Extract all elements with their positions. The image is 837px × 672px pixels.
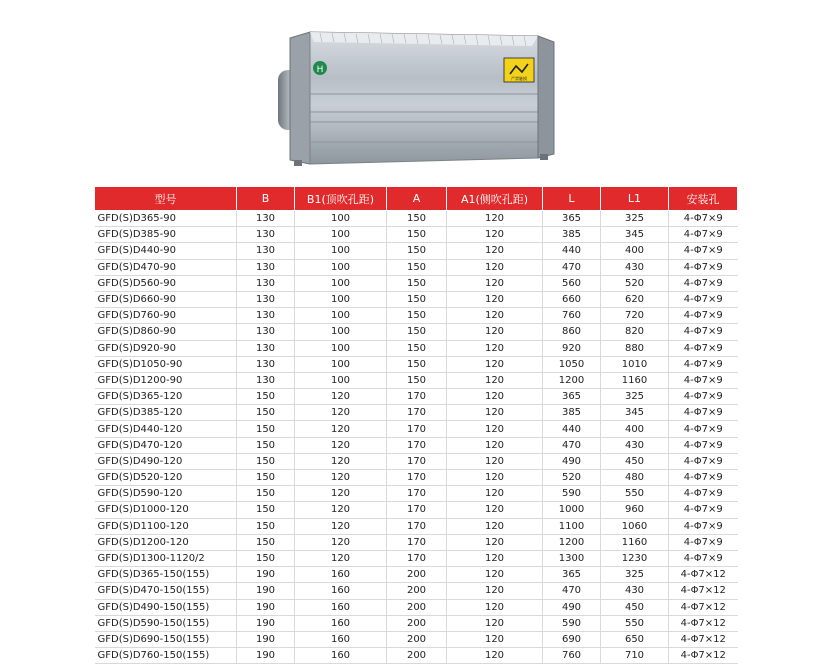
cell-col-l: 920: [543, 340, 601, 356]
cell-col-b: 150: [237, 453, 295, 469]
table-row: [95, 405, 738, 421]
cell-col-l1: 1060: [601, 518, 669, 534]
cell-col-model: GFD(S)D860-90: [95, 324, 237, 340]
cell-col-mounting-hole: 4-Φ7×9: [669, 486, 738, 502]
cell-col-l: 560: [543, 275, 601, 291]
cell-col-a1: 120: [447, 324, 543, 340]
cell-col-mounting-hole: 4-Φ7×9: [669, 308, 738, 324]
cell-col-l: 385: [543, 405, 601, 421]
cell-col-l: 1200: [543, 372, 601, 388]
cell-col-mounting-hole: 4-Φ7×9: [669, 389, 738, 405]
cell-col-l: 520: [543, 470, 601, 486]
cell-col-mounting-hole: 4-Φ7×9: [669, 324, 738, 340]
cell-col-a1: 120: [447, 421, 543, 437]
table-row: [95, 356, 738, 372]
cell-col-l: 365: [543, 211, 601, 227]
cell-col-model: GFD(S)D920-90: [95, 340, 237, 356]
cell-col-model: GFD(S)D1050-90: [95, 356, 237, 372]
cell-col-mounting-hole: 4-Φ7×9: [669, 227, 738, 243]
table-row: [95, 470, 738, 486]
cell-col-l1: 450: [601, 453, 669, 469]
cell-col-model: GFD(S)D365-120: [95, 389, 237, 405]
table-row: [95, 421, 738, 437]
cell-col-b1: 120: [295, 550, 387, 566]
cell-col-l: 365: [543, 567, 601, 583]
cell-col-mounting-hole: 4-Φ7×12: [669, 567, 738, 583]
crossflow-fan-illustration: [270, 22, 570, 168]
cell-col-l1: 400: [601, 243, 669, 259]
cell-col-l1: 325: [601, 211, 669, 227]
cell-col-b1: 100: [295, 308, 387, 324]
cell-col-a: 170: [387, 405, 447, 421]
cell-col-b: 130: [237, 291, 295, 307]
cell-col-a1: 120: [447, 372, 543, 388]
cell-col-a: 150: [387, 243, 447, 259]
table-row: [95, 631, 738, 647]
header-col-a: A: [387, 187, 447, 211]
cell-col-l1: 400: [601, 421, 669, 437]
cell-col-a1: 120: [447, 259, 543, 275]
header-col-l1: L1: [601, 187, 669, 211]
cell-col-a: 200: [387, 615, 447, 631]
spec-table: [94, 186, 738, 664]
cell-col-b: 130: [237, 340, 295, 356]
cell-col-b1: 100: [295, 356, 387, 372]
cell-col-mounting-hole: 4-Φ7×9: [669, 356, 738, 372]
cell-col-l1: 480: [601, 470, 669, 486]
cell-col-b1: 100: [295, 243, 387, 259]
cell-col-mounting-hole: 4-Φ7×9: [669, 291, 738, 307]
cell-col-l: 1050: [543, 356, 601, 372]
cell-col-a1: 120: [447, 227, 543, 243]
cell-col-l: 490: [543, 453, 601, 469]
cell-col-mounting-hole: 4-Φ7×9: [669, 340, 738, 356]
table-row: [95, 259, 738, 275]
cell-col-a1: 120: [447, 599, 543, 615]
cell-col-mounting-hole: 4-Φ7×9: [669, 502, 738, 518]
cell-col-model: GFD(S)D385-90: [95, 227, 237, 243]
cell-col-a1: 120: [447, 550, 543, 566]
cell-col-l: 860: [543, 324, 601, 340]
table-row: [95, 227, 738, 243]
cell-col-model: GFD(S)D1200-120: [95, 534, 237, 550]
cell-col-b1: 120: [295, 389, 387, 405]
table-body: [95, 211, 738, 664]
header-col-l: L: [543, 187, 601, 211]
cell-col-a: 170: [387, 534, 447, 550]
cell-col-a: 170: [387, 453, 447, 469]
cell-col-a1: 120: [447, 405, 543, 421]
cell-col-model: GFD(S)D470-150(155): [95, 583, 237, 599]
cell-col-b: 150: [237, 470, 295, 486]
cell-col-l: 660: [543, 291, 601, 307]
cell-col-a: 170: [387, 421, 447, 437]
cell-col-mounting-hole: 4-Φ7×9: [669, 259, 738, 275]
cell-col-a1: 120: [447, 534, 543, 550]
cell-col-l: 440: [543, 243, 601, 259]
cell-col-l1: 430: [601, 259, 669, 275]
table-row: [95, 615, 738, 631]
cell-col-mounting-hole: 4-Φ7×9: [669, 534, 738, 550]
cell-col-b: 150: [237, 389, 295, 405]
cell-col-mounting-hole: 4-Φ7×9: [669, 518, 738, 534]
cell-col-b: 150: [237, 437, 295, 453]
cell-col-a1: 120: [447, 453, 543, 469]
cell-col-a: 150: [387, 372, 447, 388]
cell-col-l: 490: [543, 599, 601, 615]
cell-col-l1: 550: [601, 486, 669, 502]
cell-col-b: 130: [237, 372, 295, 388]
cell-col-b: 190: [237, 615, 295, 631]
cell-col-a1: 120: [447, 631, 543, 647]
cell-col-l: 1000: [543, 502, 601, 518]
cell-col-l1: 1160: [601, 534, 669, 550]
cell-col-mounting-hole: 4-Φ7×9: [669, 470, 738, 486]
cell-col-a1: 120: [447, 243, 543, 259]
cell-col-a: 200: [387, 567, 447, 583]
cell-col-model: GFD(S)D1300-1120/2: [95, 550, 237, 566]
cell-col-model: GFD(S)D1100-120: [95, 518, 237, 534]
cell-col-b1: 100: [295, 275, 387, 291]
cell-col-b: 150: [237, 405, 295, 421]
cell-col-b1: 120: [295, 421, 387, 437]
cell-col-l1: 820: [601, 324, 669, 340]
cell-col-b1: 120: [295, 470, 387, 486]
cell-col-b1: 100: [295, 291, 387, 307]
cell-col-a: 150: [387, 211, 447, 227]
cell-col-b1: 160: [295, 599, 387, 615]
cell-col-l: 590: [543, 615, 601, 631]
cell-col-l1: 345: [601, 227, 669, 243]
warning-label-text: 严禁触摸: [511, 76, 527, 81]
cell-col-model: GFD(S)D760-90: [95, 308, 237, 324]
cell-col-model: GFD(S)D1000-120: [95, 502, 237, 518]
cell-col-a1: 120: [447, 356, 543, 372]
cell-col-l1: 430: [601, 437, 669, 453]
cell-col-model: GFD(S)D590-120: [95, 486, 237, 502]
cell-col-a1: 120: [447, 470, 543, 486]
cell-col-b: 130: [237, 259, 295, 275]
table-row: [95, 324, 738, 340]
cell-col-b: 190: [237, 599, 295, 615]
cell-col-mounting-hole: 4-Φ7×12: [669, 615, 738, 631]
cell-col-b1: 100: [295, 324, 387, 340]
cell-col-l: 1300: [543, 550, 601, 566]
cell-col-a: 150: [387, 291, 447, 307]
cell-col-l: 385: [543, 227, 601, 243]
cell-col-model: GFD(S)D470-90: [95, 259, 237, 275]
cell-col-b1: 100: [295, 259, 387, 275]
cell-col-a1: 120: [447, 340, 543, 356]
cell-col-a1: 120: [447, 502, 543, 518]
cell-col-model: GFD(S)D490-150(155): [95, 599, 237, 615]
cell-col-a: 170: [387, 470, 447, 486]
cell-col-model: GFD(S)D440-90: [95, 243, 237, 259]
cell-col-mounting-hole: 4-Φ7×9: [669, 550, 738, 566]
cell-col-model: GFD(S)D560-90: [95, 275, 237, 291]
table-row: [95, 243, 738, 259]
cell-col-l1: 620: [601, 291, 669, 307]
table-row: [95, 518, 738, 534]
cell-col-l1: 520: [601, 275, 669, 291]
cell-col-mounting-hole: 4-Φ7×12: [669, 648, 738, 664]
cell-col-mounting-hole: 4-Φ7×9: [669, 405, 738, 421]
cell-col-a1: 120: [447, 389, 543, 405]
cell-col-l1: 345: [601, 405, 669, 421]
cell-col-a1: 120: [447, 567, 543, 583]
cell-col-model: GFD(S)D590-150(155): [95, 615, 237, 631]
cell-col-a: 200: [387, 599, 447, 615]
cell-col-mounting-hole: 4-Φ7×9: [669, 421, 738, 437]
cell-col-b: 150: [237, 502, 295, 518]
cell-col-a1: 120: [447, 308, 543, 324]
table-header-row: [95, 187, 738, 211]
cell-col-a: 150: [387, 308, 447, 324]
cell-col-a: 200: [387, 583, 447, 599]
cell-col-b: 190: [237, 631, 295, 647]
cell-col-a: 150: [387, 259, 447, 275]
cell-col-a1: 120: [447, 648, 543, 664]
cell-col-a: 150: [387, 356, 447, 372]
product-image: [270, 22, 570, 168]
table-row: [95, 534, 738, 550]
cell-col-b: 130: [237, 356, 295, 372]
cell-col-l1: 325: [601, 567, 669, 583]
cell-col-b: 150: [237, 518, 295, 534]
table-row: [95, 340, 738, 356]
cell-col-model: GFD(S)D470-120: [95, 437, 237, 453]
cell-col-a: 150: [387, 275, 447, 291]
cell-col-mounting-hole: 4-Φ7×9: [669, 275, 738, 291]
cell-col-b1: 120: [295, 502, 387, 518]
cell-col-l: 690: [543, 631, 601, 647]
cell-col-b1: 120: [295, 437, 387, 453]
cell-col-b1: 160: [295, 631, 387, 647]
table-row: [95, 389, 738, 405]
cell-col-a1: 120: [447, 291, 543, 307]
cell-col-a: 170: [387, 502, 447, 518]
cell-col-a: 170: [387, 550, 447, 566]
cell-col-l1: 710: [601, 648, 669, 664]
cell-col-a1: 120: [447, 583, 543, 599]
cell-col-a: 170: [387, 437, 447, 453]
table-row: [95, 453, 738, 469]
cell-col-b: 150: [237, 486, 295, 502]
brand-badge-letter: H: [316, 65, 324, 75]
cell-col-b1: 160: [295, 567, 387, 583]
cell-col-l1: 1160: [601, 372, 669, 388]
cell-col-a: 150: [387, 340, 447, 356]
cell-col-b1: 100: [295, 372, 387, 388]
cell-col-l1: 550: [601, 615, 669, 631]
header-col-mounting-hole: 安装孔: [669, 187, 738, 211]
cell-col-a1: 120: [447, 211, 543, 227]
cell-col-b1: 100: [295, 340, 387, 356]
cell-col-mounting-hole: 4-Φ7×12: [669, 599, 738, 615]
cell-col-l: 470: [543, 583, 601, 599]
cell-col-b1: 100: [295, 227, 387, 243]
cell-col-mounting-hole: 4-Φ7×9: [669, 372, 738, 388]
cell-col-mounting-hole: 4-Φ7×9: [669, 437, 738, 453]
cell-col-model: GFD(S)D365-90: [95, 211, 237, 227]
cell-col-l: 470: [543, 437, 601, 453]
cell-col-a1: 120: [447, 437, 543, 453]
cell-col-mounting-hole: 4-Φ7×12: [669, 631, 738, 647]
cell-col-l1: 650: [601, 631, 669, 647]
header-col-b: B: [237, 187, 295, 211]
cell-col-l: 1200: [543, 534, 601, 550]
cell-col-b: 130: [237, 243, 295, 259]
table-row: [95, 291, 738, 307]
cell-col-b1: 120: [295, 405, 387, 421]
cell-col-l: 760: [543, 308, 601, 324]
header-col-b1: B1(顶吹孔距): [295, 187, 387, 211]
cell-col-a: 170: [387, 486, 447, 502]
cell-col-a: 150: [387, 324, 447, 340]
cell-col-mounting-hole: 4-Φ7×9: [669, 453, 738, 469]
cell-col-l1: 450: [601, 599, 669, 615]
cell-col-l1: 1010: [601, 356, 669, 372]
cell-col-l1: 430: [601, 583, 669, 599]
cell-col-mounting-hole: 4-Φ7×9: [669, 211, 738, 227]
table-row: [95, 567, 738, 583]
cell-col-b: 130: [237, 324, 295, 340]
cell-col-l1: 960: [601, 502, 669, 518]
cell-col-b: 190: [237, 567, 295, 583]
cell-col-model: GFD(S)D760-150(155): [95, 648, 237, 664]
cell-col-l: 470: [543, 259, 601, 275]
cell-col-b: 150: [237, 534, 295, 550]
cell-col-l: 365: [543, 389, 601, 405]
cell-col-b: 190: [237, 648, 295, 664]
table-row: [95, 648, 738, 664]
cell-col-l1: 720: [601, 308, 669, 324]
cell-col-mounting-hole: 4-Φ7×9: [669, 243, 738, 259]
cell-col-b1: 120: [295, 453, 387, 469]
cell-col-a1: 120: [447, 275, 543, 291]
table-row: [95, 211, 738, 227]
header-col-a1: A1(侧吹孔距): [447, 187, 543, 211]
cell-col-l1: 1230: [601, 550, 669, 566]
header-col-model: 型号: [95, 187, 237, 211]
cell-col-a1: 120: [447, 615, 543, 631]
cell-col-l1: 325: [601, 389, 669, 405]
table-row: [95, 486, 738, 502]
table-row: [95, 583, 738, 599]
table-row: [95, 437, 738, 453]
cell-col-l: 440: [543, 421, 601, 437]
cell-col-l: 590: [543, 486, 601, 502]
cell-col-b: 130: [237, 211, 295, 227]
cell-col-model: GFD(S)D385-120: [95, 405, 237, 421]
cell-col-a: 170: [387, 518, 447, 534]
table-row: [95, 372, 738, 388]
cell-col-b: 130: [237, 275, 295, 291]
cell-col-b1: 100: [295, 211, 387, 227]
cell-col-b: 150: [237, 421, 295, 437]
cell-col-b: 130: [237, 227, 295, 243]
cell-col-b1: 120: [295, 534, 387, 550]
cell-col-b1: 120: [295, 486, 387, 502]
cell-col-l: 1100: [543, 518, 601, 534]
table-row: [95, 550, 738, 566]
cell-col-a: 200: [387, 648, 447, 664]
table-row: [95, 502, 738, 518]
cell-col-model: GFD(S)D520-120: [95, 470, 237, 486]
cell-col-a1: 120: [447, 486, 543, 502]
table-row: [95, 599, 738, 615]
cell-col-b: 130: [237, 308, 295, 324]
cell-col-b: 150: [237, 550, 295, 566]
cell-col-a1: 120: [447, 518, 543, 534]
table-row: [95, 308, 738, 324]
cell-col-b: 190: [237, 583, 295, 599]
cell-col-l: 760: [543, 648, 601, 664]
cell-col-b1: 160: [295, 615, 387, 631]
cell-col-l1: 880: [601, 340, 669, 356]
table-row: [95, 275, 738, 291]
cell-col-model: GFD(S)D660-90: [95, 291, 237, 307]
cell-col-model: GFD(S)D490-120: [95, 453, 237, 469]
cell-col-a: 150: [387, 227, 447, 243]
cell-col-b1: 120: [295, 518, 387, 534]
cell-col-mounting-hole: 4-Φ7×12: [669, 583, 738, 599]
cell-col-a: 200: [387, 631, 447, 647]
cell-col-model: GFD(S)D690-150(155): [95, 631, 237, 647]
cell-col-a: 170: [387, 389, 447, 405]
cell-col-b1: 160: [295, 583, 387, 599]
cell-col-model: GFD(S)D1200-90: [95, 372, 237, 388]
cell-col-model: GFD(S)D440-120: [95, 421, 237, 437]
cell-col-model: GFD(S)D365-150(155): [95, 567, 237, 583]
cell-col-b1: 160: [295, 648, 387, 664]
